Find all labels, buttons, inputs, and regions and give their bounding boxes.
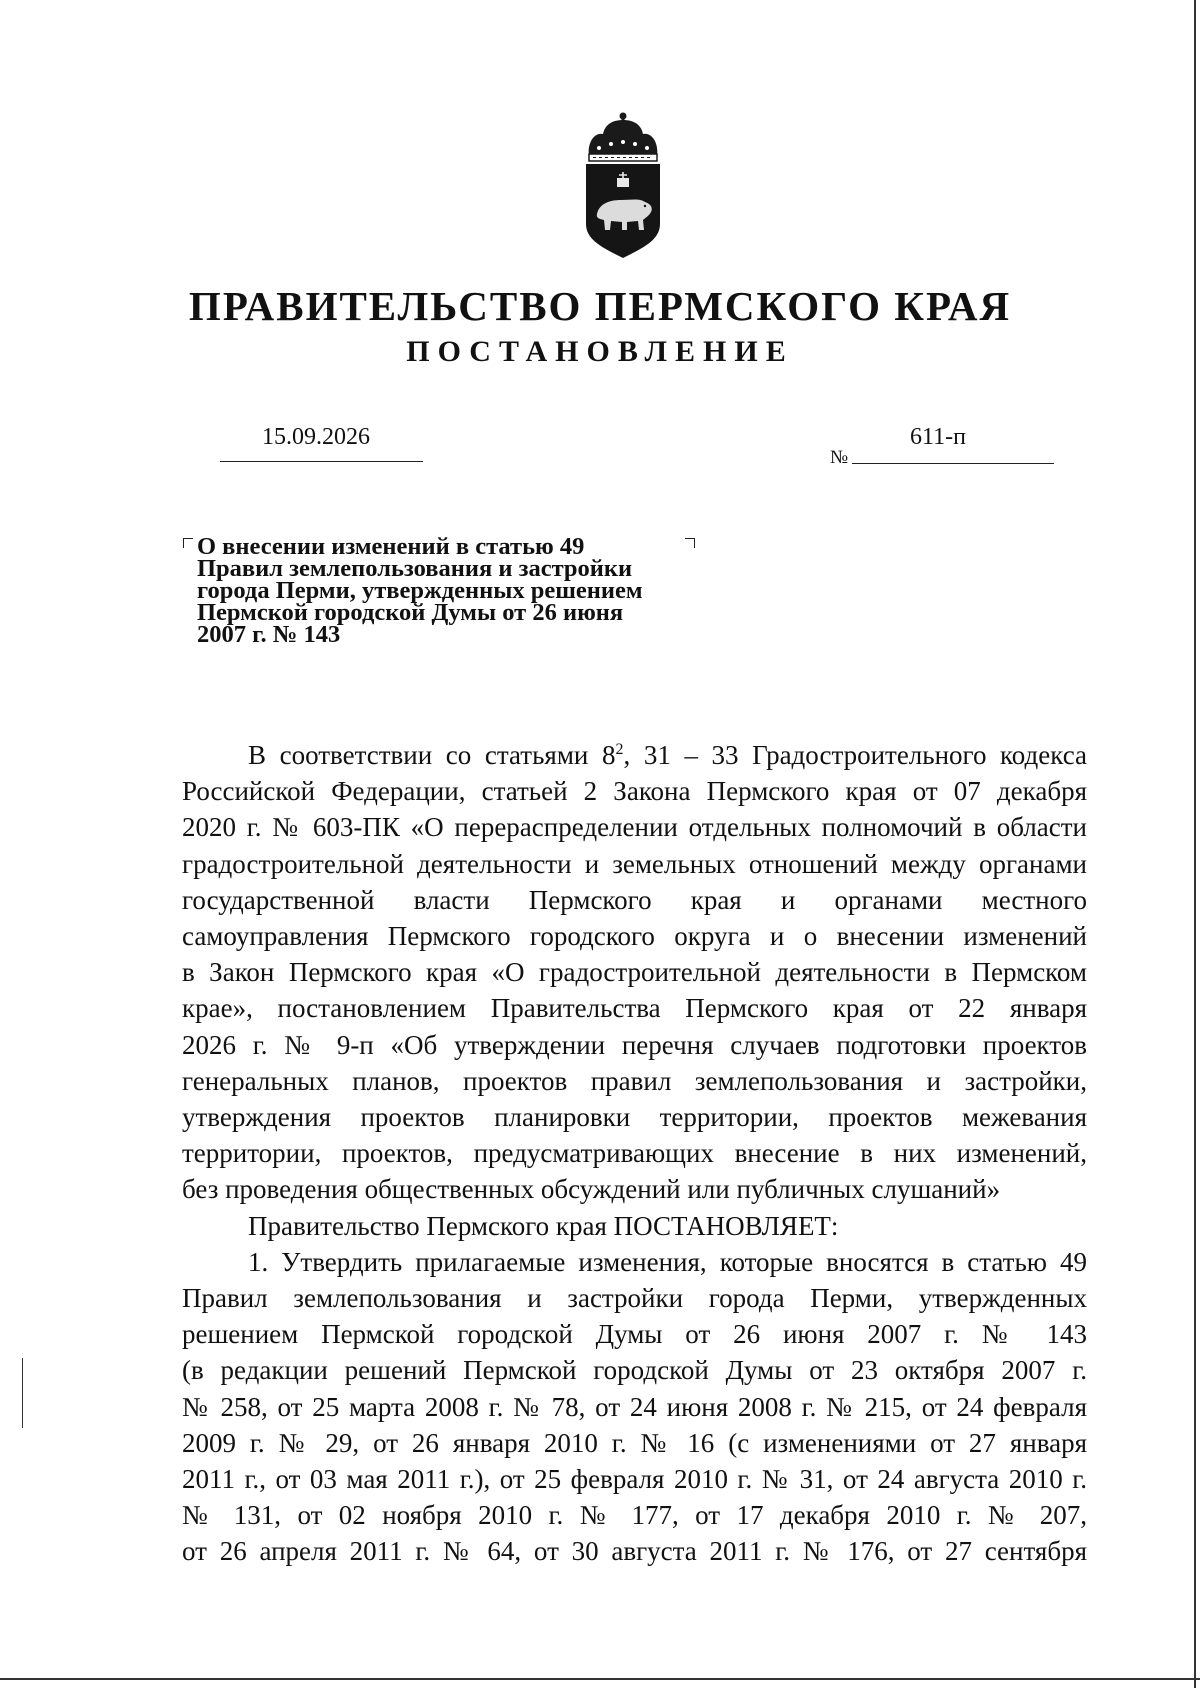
subject-line: Правил землепользования и застройки bbox=[197, 555, 633, 582]
body-text-fragment: , 31 – 33 Градостроительного кодекса bbox=[623, 740, 1087, 770]
document-body bbox=[182, 737, 1087, 1570]
body-line: № 131, от 02 ноября 2010 г. № 177, от 17 декабря 2010 г. № 207, bbox=[182, 1500, 1087, 1531]
number-sign: № bbox=[830, 447, 849, 468]
body-line: Правил землепользования и застройки города Перми, утвержденных bbox=[182, 1283, 1087, 1314]
body-line: 2009 г. № 29, от 26 января 2010 г. № 16 (с изменениями от 27 января bbox=[182, 1427, 1087, 1458]
subject-line: города Перми, утвержденных решением bbox=[197, 577, 643, 604]
superscript: 2 bbox=[615, 741, 624, 758]
coat-of-arms-icon bbox=[583, 112, 663, 260]
body-line: без проведения общественных обсуждений или публичных слушаний» bbox=[182, 1174, 1001, 1205]
body-line: Российской Федерации, статьей 2 Закона Пермского края от 07 декабря bbox=[182, 776, 1087, 807]
body-line: 2020 г. № 603-ПК «О перераспределении отдельных полномочий в области bbox=[182, 812, 1087, 843]
body-line: территории, проектов, предусматривающих внесение в них изменений, bbox=[182, 1138, 1087, 1169]
subject-line: 2007 г. № 143 bbox=[197, 621, 341, 648]
scan-edge-mark bbox=[22, 1358, 23, 1428]
body-line: градостроительной деятельности и земельных отношений между органами bbox=[182, 848, 1087, 879]
document-subject bbox=[197, 533, 717, 648]
document-number: 611-п bbox=[910, 424, 966, 450]
subject-line: О внесении изменений в статью 49 bbox=[197, 533, 585, 560]
resolution-line: Правительство Пермского края ПОСТАНОВЛЯЕТ: bbox=[248, 1210, 839, 1241]
body-line: крае», постановлением Правительства Пермского края от 22 января bbox=[182, 993, 1087, 1024]
body-line bbox=[182, 737, 1087, 773]
document-type: ПОСТАНОВЛЕНИЕ bbox=[406, 335, 794, 368]
scan-edge-mark bbox=[0, 1678, 1200, 1680]
subject-line: Пермской городской Думы от 26 июня bbox=[197, 599, 624, 626]
body-line: государственной власти Пермского края и органами местного bbox=[182, 884, 1087, 915]
body-line: утверждения проектов планировки территории, проектов межевания bbox=[182, 1102, 1087, 1133]
document-date: 15.09.2026 bbox=[262, 424, 370, 450]
date-underline bbox=[220, 461, 423, 462]
subject-corner-left bbox=[183, 538, 193, 548]
scan-edge-mark bbox=[1194, 0, 1196, 1688]
body-line: 2011 г., от 03 мая 2011 г.), от 25 февраля 2010 г. № 31, от 24 августа 2010 г. bbox=[182, 1464, 1087, 1495]
body-line: генеральных планов, проектов правил землепользования и застройки, bbox=[182, 1065, 1087, 1096]
body-line: 1. Утвердить прилагаемые изменения, которые вносятся в статью 49 bbox=[248, 1246, 1087, 1277]
body-line: решением Пермской городской Думы от 26 июня 2007 г. № 143 bbox=[182, 1319, 1087, 1350]
body-text-fragment: В соответствии со статьями 8 bbox=[248, 740, 616, 770]
body-line: 2026 г. № 9-п «Об утверждении перечня случаев подготовки проектов bbox=[182, 1029, 1087, 1060]
body-line: № 258, от 25 марта 2008 г. № 78, от 24 июня 2008 г. № 215, от 24 февраля bbox=[182, 1391, 1087, 1422]
body-line: самоуправления Пермского городского округа и о внесении изменений bbox=[182, 921, 1087, 952]
number-underline bbox=[852, 463, 1054, 464]
body-line: (в редакции решений Пермской городской Думы от 23 октября 2007 г. bbox=[182, 1355, 1087, 1386]
government-title: ПРАВИТЕЛЬСТВО ПЕРМСКОГО КРАЯ bbox=[188, 283, 1012, 329]
body-line: в Закон Пермского края «О градостроительной деятельности в Пермском bbox=[182, 957, 1087, 988]
body-line: от 26 апреля 2011 г. № 64, от 30 августа 2011 г. № 176, от 27 сентября bbox=[182, 1536, 1087, 1567]
